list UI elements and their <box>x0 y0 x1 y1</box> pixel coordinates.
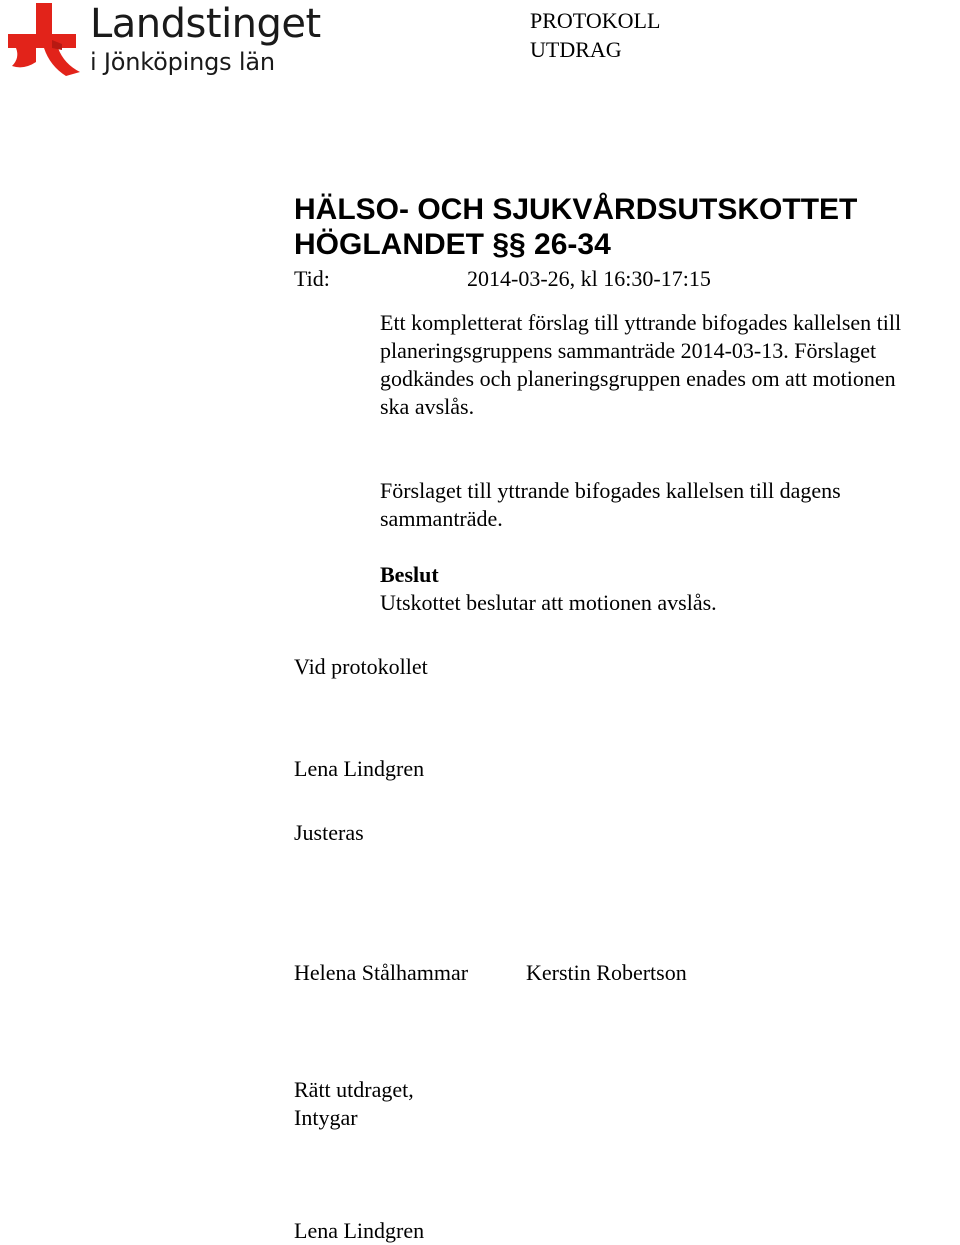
time-label: Tid: <box>294 266 330 291</box>
certify-label: Intygar <box>294 1105 358 1130</box>
adjuster-name-1: Helena Stålhammar <box>294 960 469 985</box>
certifier-name: Lena Lindgren <box>294 1218 425 1243</box>
paragraph-2-line-1: Förslaget till yttrande bifogades kallelsen till dagens <box>380 478 841 503</box>
recorder-label: Vid protokollet <box>294 654 428 679</box>
adjuster-name-2: Kerstin Robertson <box>526 960 687 985</box>
recorder-name: Lena Lindgren <box>294 756 425 781</box>
organization-logo <box>6 0 326 80</box>
landstinget-logo-mark-icon <box>6 0 86 80</box>
certified-extract-label: Rätt utdraget, <box>294 1077 414 1102</box>
adjusters-label: Justeras <box>294 820 364 845</box>
document-type-line-2: UTDRAG <box>530 37 622 62</box>
paragraph-1-line-2: planeringsgruppens sammanträde 2014-03-13. Förslaget <box>380 338 877 363</box>
paragraph-1-line-3: godkändes och planeringsgruppen enades om att motionen <box>380 366 896 391</box>
session-title: HÖGLANDET §§ 26-34 <box>294 228 611 261</box>
decision-text: Utskottet beslutar att motionen avslås. <box>380 590 717 615</box>
time-value: 2014-03-26, kl 16:30-17:15 <box>467 266 711 291</box>
committee-title: HÄLSO- OCH SJUKVÅRDSUTSKOTTET <box>294 193 858 226</box>
logo-subtitle: i Jönköpings län <box>90 48 275 76</box>
paragraph-1-line-1: Ett kompletterat förslag till yttrande bifogades kallelsen till <box>380 310 902 335</box>
decision-heading: Beslut <box>380 562 439 587</box>
document-type-line-1: PROTOKOLL <box>530 8 661 33</box>
logo-name: Landstinget <box>90 1 321 47</box>
paragraph-1-line-4: ska avslås. <box>380 394 475 419</box>
paragraph-2-line-2: sammanträde. <box>380 506 503 531</box>
